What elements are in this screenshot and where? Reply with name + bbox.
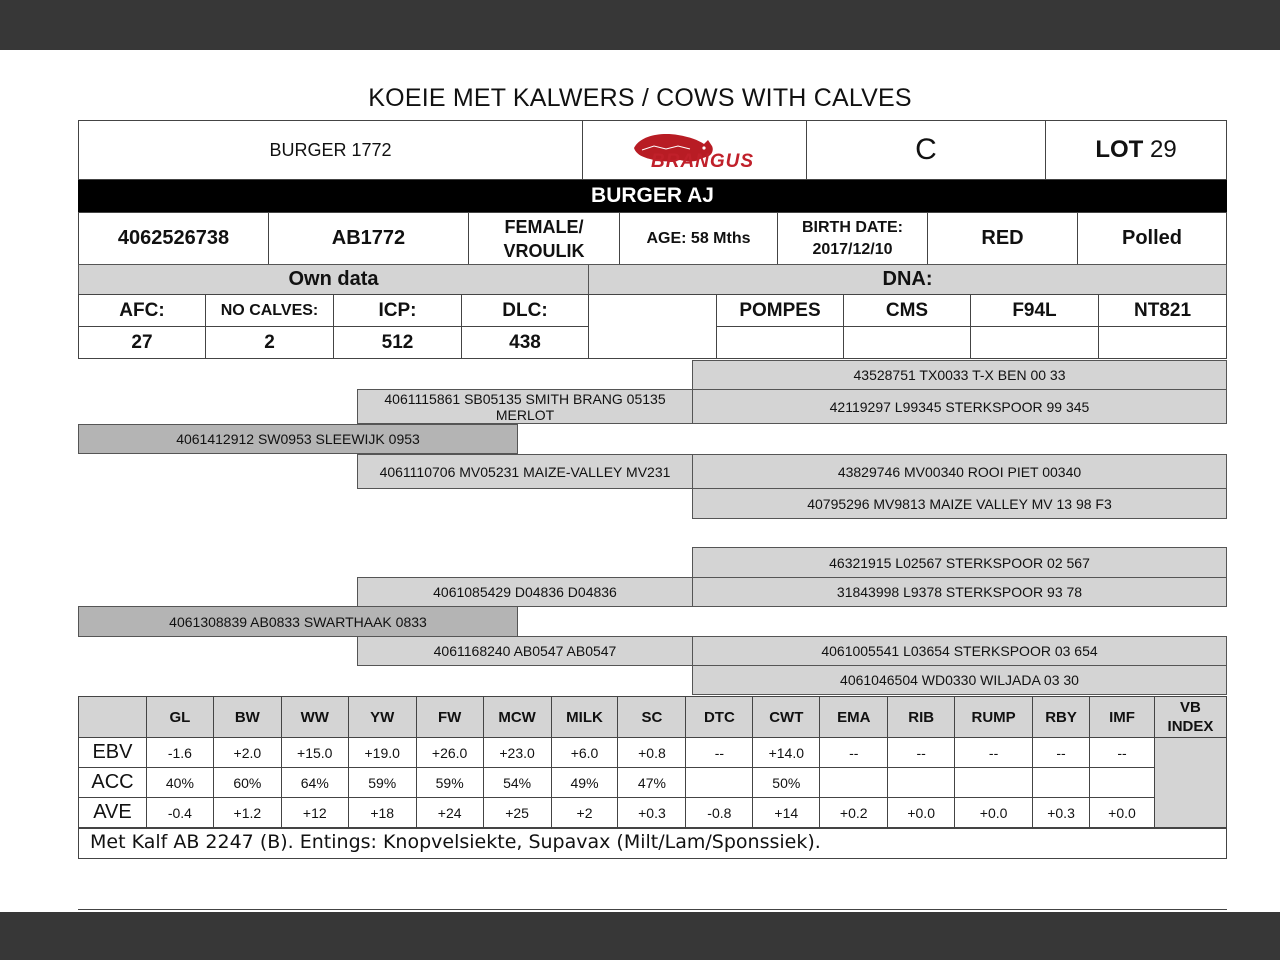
ebv-cell: +15.0	[281, 738, 348, 768]
ebv-cell: +1.2	[213, 798, 281, 828]
no-calves-value: 2	[205, 326, 334, 359]
note-row	[78, 828, 1227, 859]
ebv-cell: +26.0	[416, 738, 483, 768]
ebv-cell: +23.0	[483, 738, 551, 768]
ebv-header-cell: GL	[146, 697, 213, 738]
ebv-table	[78, 696, 1227, 828]
ebv-cell: +14	[753, 798, 820, 828]
ebv-cell: 49%	[551, 768, 618, 798]
animal-id: AB1772	[331, 227, 406, 249]
ebv-cell: 60%	[213, 768, 281, 798]
dna-pompes-label: POMPES	[716, 294, 844, 327]
grade-cell	[806, 120, 1046, 180]
ebv-cell: +25	[483, 798, 551, 828]
ebv-header-cell: MILK	[551, 697, 618, 738]
lot-cell	[1045, 120, 1227, 180]
row-label: ACC	[79, 768, 147, 798]
birth-date: BIRTH DATE: 2017/12/10	[801, 218, 904, 258]
ebv-cell: +0.0	[888, 798, 955, 828]
ebv-row-acc	[79, 768, 1227, 798]
dna-f94l-value	[970, 326, 1099, 359]
ebv-cell: --	[1090, 738, 1155, 768]
breeder-banner	[78, 180, 1227, 212]
ebv-header-vb-index: VB INDEX	[1154, 697, 1226, 738]
ebv-cell: +19.0	[348, 738, 416, 768]
dna-pompes-value	[716, 326, 844, 359]
ebv-cell	[1090, 768, 1155, 798]
ebv-cell: --	[955, 738, 1033, 768]
brangus-logo	[582, 120, 807, 180]
ebv-cell: 64%	[281, 768, 348, 798]
ebv-cell: +0.8	[618, 738, 686, 768]
ebv-cell: +12	[281, 798, 348, 828]
ebv-cell: -0.8	[686, 798, 753, 828]
sex-cell	[468, 212, 620, 265]
dna-f94l-label: F94L	[970, 294, 1099, 327]
pedigree-dam-sire: 4061085429 D04836 D04836	[357, 577, 693, 607]
age: AGE: 58 Mths	[646, 229, 751, 247]
ebv-cell: +0.2	[820, 798, 888, 828]
ebv-cell: +18	[348, 798, 416, 828]
dna-cms-label: CMS	[843, 294, 971, 327]
ebv-cell: +24	[416, 798, 483, 828]
dna-nt821-value	[1098, 326, 1227, 359]
pedigree-sire-dam: 4061110706 MV05231 MAIZE-VALLEY MV231	[357, 454, 693, 489]
ebv-cell: -0.4	[146, 798, 213, 828]
ebv-cell	[820, 768, 888, 798]
pedigree-dsd: 31843998 L9378 STERKSPOOR 93 78	[692, 577, 1227, 607]
ebv-header-cell: WW	[281, 697, 348, 738]
bottom-dark-bar	[0, 912, 1280, 960]
ebv-cell: 59%	[416, 768, 483, 798]
colour-cell	[927, 212, 1078, 265]
dna-blank-cell	[588, 294, 717, 359]
pedigree-dam-dam: 4061168240 AB0547 AB0547	[357, 636, 693, 666]
animal-name: BURGER 1772	[269, 139, 392, 160]
pedigree-dss: 46321915 L02567 STERKSPOOR 02 567	[692, 547, 1227, 578]
animal-name-cell	[78, 120, 583, 180]
ebv-corner-cell	[79, 697, 147, 738]
afc-value: 27	[78, 326, 206, 359]
dna-label: DNA:	[882, 268, 933, 290]
pedigree-ssd: 42119297 L99345 STERKSPOOR 99 345	[692, 389, 1227, 424]
reg-no-cell	[78, 212, 269, 265]
own-data-label: Own data	[288, 268, 379, 290]
ebv-header-cell: CWT	[753, 697, 820, 738]
horn-cell	[1077, 212, 1227, 265]
pedigree-ddd: 4061046504 WD0330 WILJADA 03 30	[692, 665, 1227, 695]
ebv-cell: +2	[551, 798, 618, 828]
pedigree-sdd: 40795296 MV9813 MAIZE VALLEY MV 13 98 F3	[692, 488, 1227, 519]
top-dark-bar	[0, 0, 1280, 50]
ebv-cell	[686, 768, 753, 798]
ebv-header-cell: RBY	[1033, 697, 1090, 738]
ebv-header-cell: DTC	[686, 697, 753, 738]
age-cell	[619, 212, 778, 265]
no-calves-label: NO CALVES:	[205, 294, 334, 327]
ebv-cell: -1.6	[146, 738, 213, 768]
ebv-header-cell: MCW	[483, 697, 551, 738]
vb-index-value	[1154, 738, 1226, 828]
ebv-row-ave	[79, 798, 1227, 828]
dna-heading	[588, 264, 1227, 295]
pedigree-dds: 4061005541 L03654 STERKSPOOR 03 654	[692, 636, 1227, 666]
ebv-header-cell: FW	[416, 697, 483, 738]
ebv-cell: 50%	[753, 768, 820, 798]
sex: FEMALE/ VROULIK	[503, 216, 585, 261]
ebv-header-cell: SC	[618, 697, 686, 738]
reg-no: 4062526738	[117, 227, 230, 249]
grade: C	[915, 133, 937, 166]
ebv-cell	[1033, 768, 1090, 798]
ebv-cell: 54%	[483, 768, 551, 798]
ebv-row-ebv	[79, 738, 1227, 768]
lot-number: 29	[1149, 136, 1177, 163]
birth-date-cell	[777, 212, 928, 265]
ebv-cell: +0.3	[1033, 798, 1090, 828]
ebv-header-cell: YW	[348, 697, 416, 738]
icp-value: 512	[333, 326, 462, 359]
ebv-cell	[955, 768, 1033, 798]
row-label: EBV	[79, 738, 147, 768]
dna-cms-value	[843, 326, 971, 359]
logo-text: BRANGUS	[651, 151, 755, 172]
dna-nt821-label: NT821	[1098, 294, 1227, 327]
ebv-header-cell: RUMP	[955, 697, 1033, 738]
ebv-header-row	[79, 697, 1227, 738]
ebv-header-cell: IMF	[1090, 697, 1155, 738]
ebv-cell: 40%	[146, 768, 213, 798]
ebv-cell: +0.3	[618, 798, 686, 828]
calf-note: Met Kalf AB 2247 (B). Entings: Knopvelsiekte, Supavax (Milt/Lam/Sponssiek).	[90, 831, 821, 853]
icp-label: ICP:	[333, 294, 462, 327]
ebv-cell: +14.0	[753, 738, 820, 768]
pedigree-sire: 4061412912 SW0953 SLEEWIJK 0953	[78, 424, 518, 454]
ebv-cell: +0.0	[1090, 798, 1155, 828]
ebv-header-cell: EMA	[820, 697, 888, 738]
ebv-cell: 59%	[348, 768, 416, 798]
dlc-label: DLC:	[461, 294, 589, 327]
pedigree-dam: 4061308839 AB0833 SWARTHAAK 0833	[78, 606, 518, 637]
ebv-cell: --	[686, 738, 753, 768]
lot-label: LOT	[1095, 136, 1144, 163]
own-data-heading	[78, 264, 589, 295]
ebv-cell	[888, 768, 955, 798]
ebv-cell: --	[820, 738, 888, 768]
horn-status: Polled	[1121, 227, 1182, 249]
id-cell	[268, 212, 469, 265]
afc-label: AFC:	[78, 294, 206, 327]
colour: RED	[981, 227, 1024, 249]
ebv-cell: +2.0	[213, 738, 281, 768]
ebv-cell: +0.0	[955, 798, 1033, 828]
dlc-value: 438	[461, 326, 589, 359]
breeder-name: BURGER AJ	[591, 184, 714, 207]
pedigree-sss: 43528751 TX0033 T-X BEN 00 33	[692, 360, 1227, 390]
ebv-cell: --	[1033, 738, 1090, 768]
pedigree-sds: 43829746 MV00340 ROOI PIET 00340	[692, 454, 1227, 489]
page-title: KOEIE MET KALWERS / COWS WITH CALVES	[368, 84, 912, 112]
ebv-cell: 47%	[618, 768, 686, 798]
ebv-header-cell: RIB	[888, 697, 955, 738]
ebv-cell: +6.0	[551, 738, 618, 768]
pedigree-sire-sire: 4061115861 SB05135 SMITH BRANG 05135 MERLOT	[357, 389, 693, 424]
ebv-cell: --	[888, 738, 955, 768]
ebv-header-cell: BW	[213, 697, 281, 738]
row-label: AVE	[79, 798, 147, 828]
